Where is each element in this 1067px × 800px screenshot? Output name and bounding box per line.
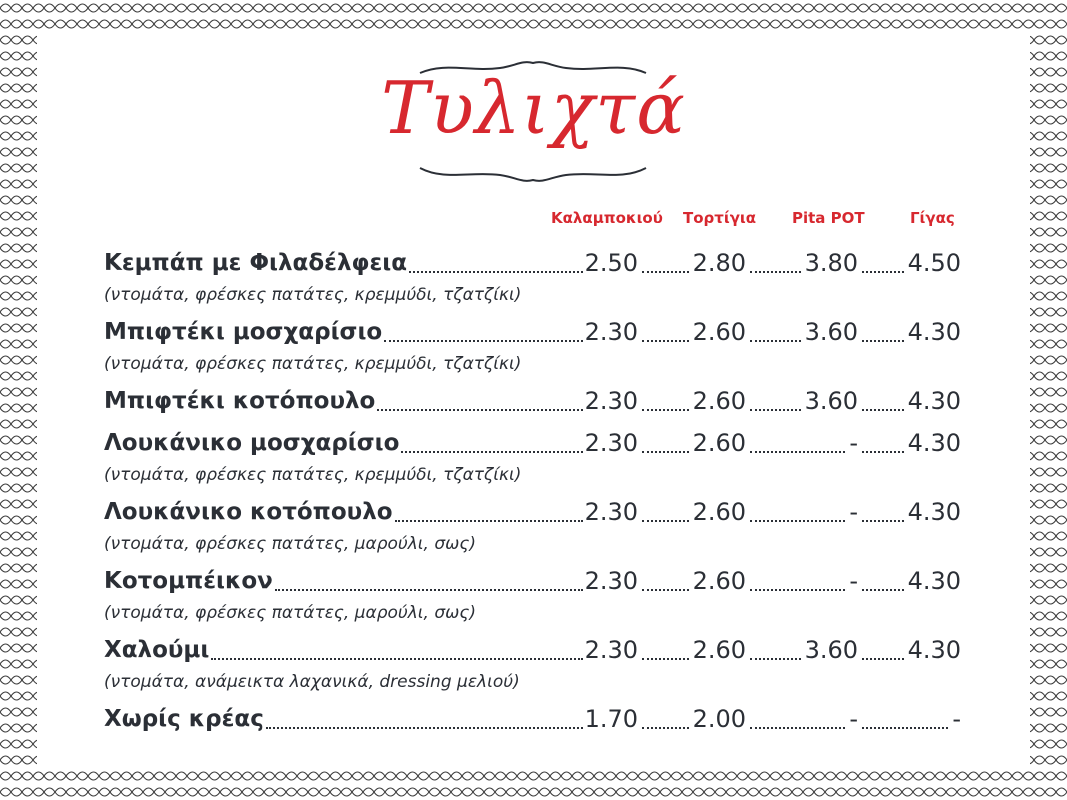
price-tortilla: 2.60 [692,498,746,526]
dot-leader [862,409,904,411]
price-giant: 4.30 [907,429,961,457]
item-description: (ντομάτα, φρέσκες πατάτες, κρεμμύδι, τζατζίκι) [104,285,522,305]
column-header-pita-pot: Pita POT [792,209,865,227]
column-header-corn: Καλαμποκιού [551,209,663,227]
item-name: Λουκάνικο κοτόπουλο [104,499,393,525]
item-description: (ντομάτα, φρέσκες πατάτες, μαρούλι, σως) [104,603,476,623]
dot-leader [642,271,689,273]
dot-leader [642,658,689,660]
dot-leader [642,520,689,522]
price-pita-pot: 3.60 [804,387,858,415]
price-giant: - [952,705,961,733]
price-corn: 2.30 [584,429,638,457]
column-header-giant: Γίγας [910,209,955,227]
dot-leader [750,271,801,273]
dot-leader [275,589,583,591]
price-giant: 4.30 [907,636,961,664]
price-tortilla: 2.60 [692,318,746,346]
item-name: Μπιφτέκι κοτόπουλο [104,388,376,414]
dot-leader [750,340,801,342]
price-tortilla: 2.60 [692,567,746,595]
dot-leader [750,520,845,522]
price-corn: 1.70 [584,705,638,733]
dot-leader [862,451,904,453]
dot-leader [401,451,583,453]
dot-leader [642,727,689,729]
price-pita-pot: - [849,705,858,733]
dot-leader [642,409,689,411]
item-name: Χαλούμι [104,637,210,663]
menu-header [0,0,1067,200]
price-pita-pot: - [849,429,858,457]
column-header-tortilla: Τορτίγια [683,209,757,227]
price-giant: 4.30 [907,567,961,595]
price-corn: 2.30 [584,498,638,526]
dot-leader [642,451,689,453]
dot-leader [750,589,845,591]
dot-leader [862,727,948,729]
dot-leader [377,409,583,411]
price-pita-pot: - [849,498,858,526]
dot-leader [862,271,904,273]
price-corn: 2.30 [584,636,638,664]
price-tortilla: 2.60 [692,636,746,664]
price-pita-pot: - [849,567,858,595]
item-name: Χωρίς κρέας [104,706,264,732]
item-description: (ντομάτα, φρέσκες πατάτες, κρεμμύδι, τζατζίκι) [104,465,522,485]
dot-leader [395,520,583,522]
item-description: (ντομάτα, φρέσκες πατάτες, μαρούλι, σως) [104,534,476,554]
dot-leader [750,409,801,411]
dot-leader [642,589,689,591]
price-tortilla: 2.00 [692,705,746,733]
dot-leader [750,727,845,729]
dot-leader [266,727,583,729]
menu-title: Τυλιχτά [381,66,686,150]
price-tortilla: 2.60 [692,429,746,457]
dot-leader [862,520,904,522]
dot-leader [211,658,583,660]
dot-leader [750,658,801,660]
price-pita-pot: 3.80 [804,249,858,277]
price-tortilla: 2.60 [692,387,746,415]
item-name: Λουκάνικο μοσχαρίσιο [104,430,400,456]
price-corn: 2.30 [584,567,638,595]
dot-leader [862,340,904,342]
price-tortilla: 2.80 [692,249,746,277]
price-giant: 4.30 [907,387,961,415]
item-name: Κεμπάπ με Φιλαδέλφεια [104,250,408,276]
price-corn: 2.30 [584,318,638,346]
price-giant: 4.30 [907,498,961,526]
price-corn: 2.30 [584,387,638,415]
price-giant: 4.50 [907,249,961,277]
dot-leader [862,658,904,660]
price-pita-pot: 3.60 [804,636,858,664]
dot-leader [409,271,583,273]
dot-leader [862,589,904,591]
item-name: Μπιφτέκι μοσχαρίσιο [104,319,383,345]
dot-leader [642,340,689,342]
price-giant: 4.30 [907,318,961,346]
price-corn: 2.50 [584,249,638,277]
dot-leader [750,451,845,453]
item-description: (ντομάτα, ανάμεικτα λαχανικά, dressing μελιού) [104,672,520,692]
item-name: Κοτομπέικον [104,568,273,594]
dot-leader [384,340,583,342]
item-description: (ντομάτα, φρέσκες πατάτες, κρεμμύδι, τζατζίκι) [104,354,522,374]
price-pita-pot: 3.60 [804,318,858,346]
